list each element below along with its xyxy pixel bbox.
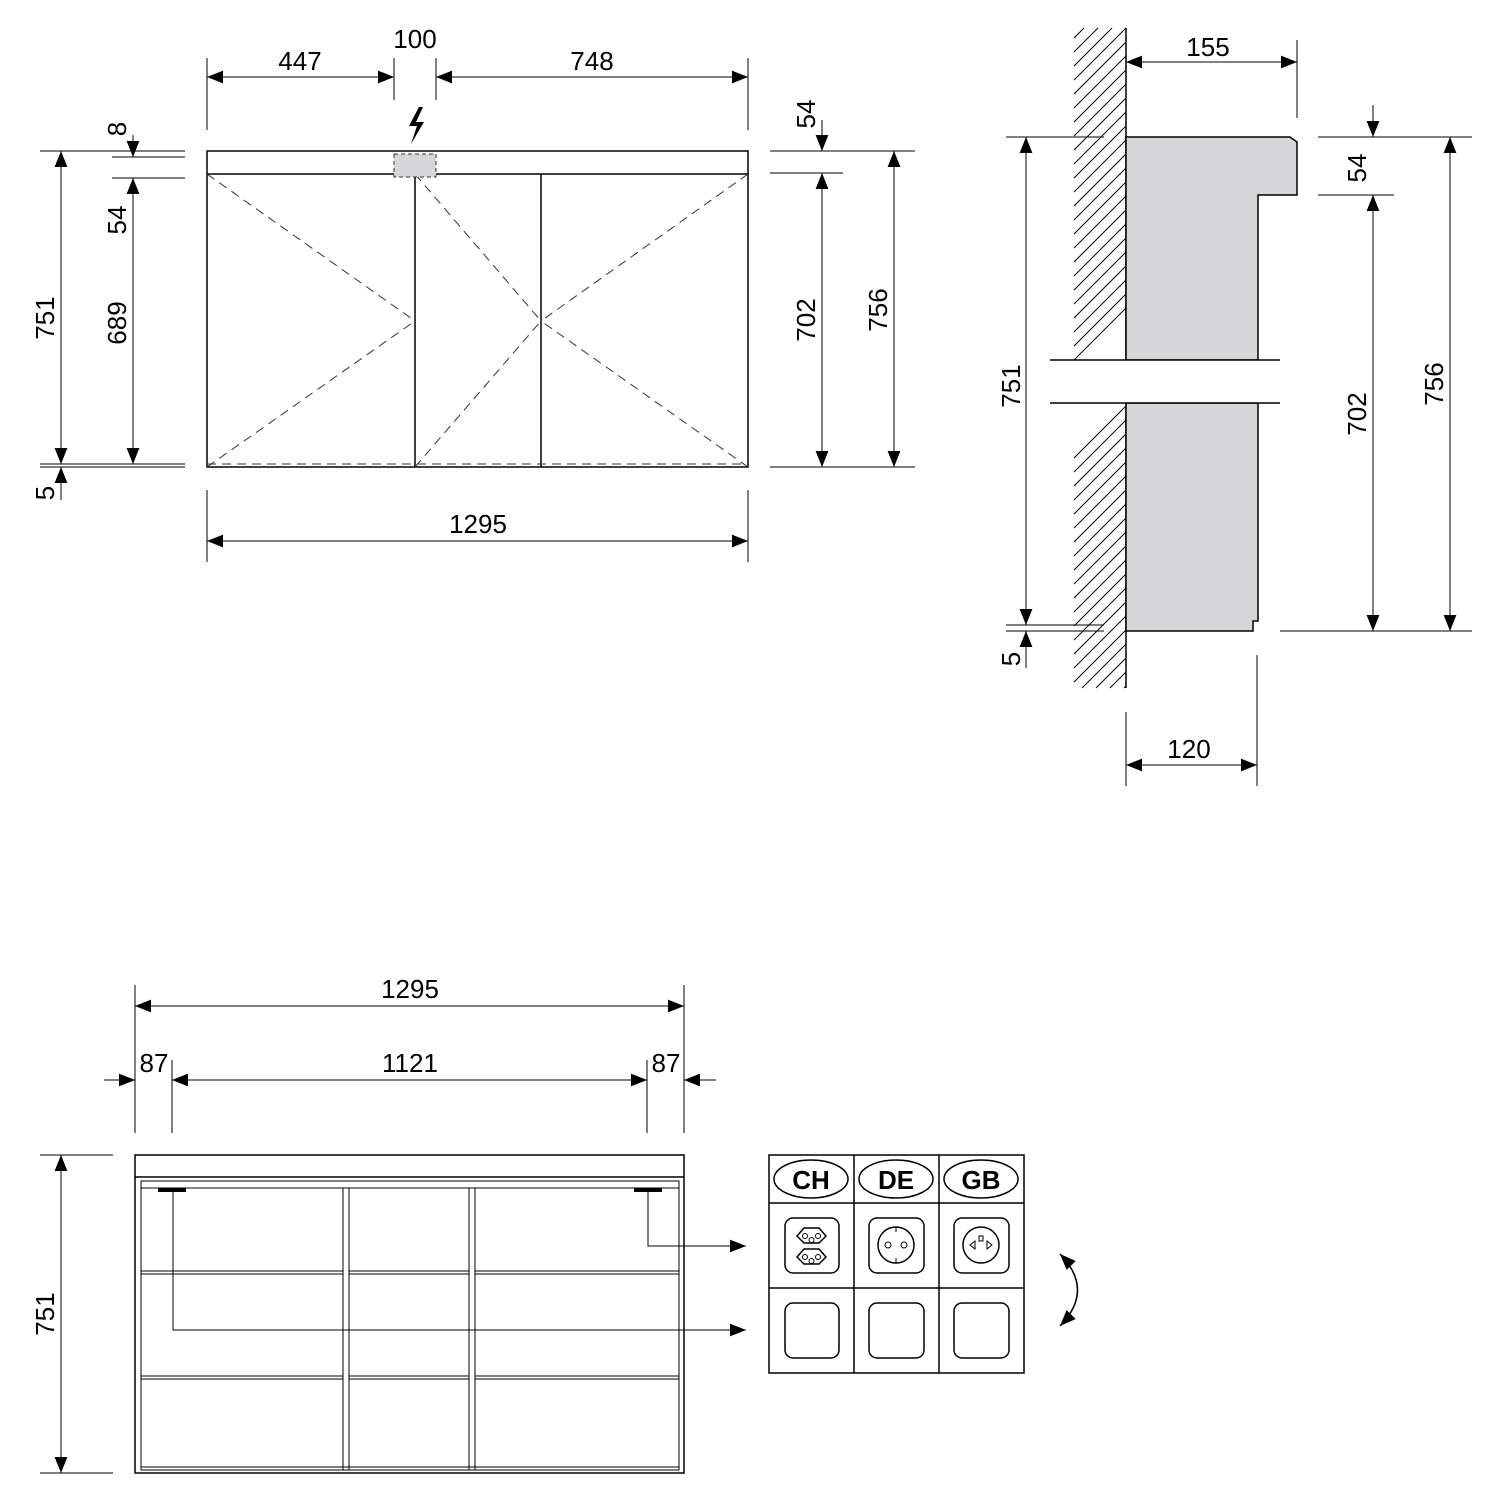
side-cabinet-upper [1126,137,1297,360]
dim-front-body-height-right: 702 [791,298,821,342]
hinge-left [158,1188,186,1192]
wall-hatching [1072,28,1126,688]
dim-interior-height: 751 [30,1292,60,1336]
dim-side-top-depth: 155 [1186,32,1230,62]
dim-front-total-width: 1295 [449,509,507,539]
front-cabinet-outline [207,151,748,467]
de-socket-icon [869,1218,924,1273]
dim-interior-total-width: 1295 [381,974,439,1004]
dim-interior-inner-width: 1121 [382,1048,438,1078]
interior-cabinet-outline [135,1155,684,1473]
plug-label-gb: GB [961,1165,1001,1195]
dim-front-top-band: 54 [102,205,132,235]
ch-socket-icon [785,1218,839,1273]
hinge-right [634,1188,662,1192]
gb-socket-icon [954,1218,1009,1273]
dim-front-top-gap: 8 [102,121,132,137]
leader-socket-top [648,1192,746,1246]
plug-label-de: DE [877,1165,915,1195]
side-cabinet-lower [1126,403,1258,631]
de-blank-cover [869,1303,924,1358]
rotate-arrow-icon [1060,1254,1078,1326]
dim-front-total-height-right: 756 [863,288,893,332]
dim-front-width-mid: 100 [393,24,437,54]
dim-front-width-right: 748 [570,46,614,76]
lightning-icon [409,107,424,144]
dim-side-top-height: 54 [1342,153,1372,183]
dim-side-wall-height: 751 [996,364,1026,408]
side-view [996,28,1472,786]
dim-interior-side-right: 87 [651,1048,681,1078]
dim-front-width-left: 447 [278,46,322,76]
power-box [394,154,436,177]
interior-shelves [141,1271,679,1379]
dim-front-total-height: 751 [30,296,60,340]
dim-side-bottom-gap: 5 [996,651,1026,667]
dim-front-bottom-gap: 5 [30,485,60,501]
dim-front-top-band-right: 54 [791,99,821,129]
ch-blank-cover [785,1303,839,1358]
dim-interior-side-left: 87 [139,1048,169,1078]
plug-label-ch: CH [792,1165,830,1195]
gb-blank-cover [954,1303,1009,1358]
dim-side-body-height: 702 [1342,392,1372,436]
door-swing-indicators [207,174,748,467]
dim-side-total-height: 756 [1419,362,1449,406]
leader-socket-bottom [173,1192,746,1330]
front-view [30,24,915,562]
dim-side-body-depth: 120 [1167,734,1211,764]
dim-front-door-height: 689 [102,301,132,345]
interior-view [30,974,746,1473]
socket-table [769,1155,1024,1373]
